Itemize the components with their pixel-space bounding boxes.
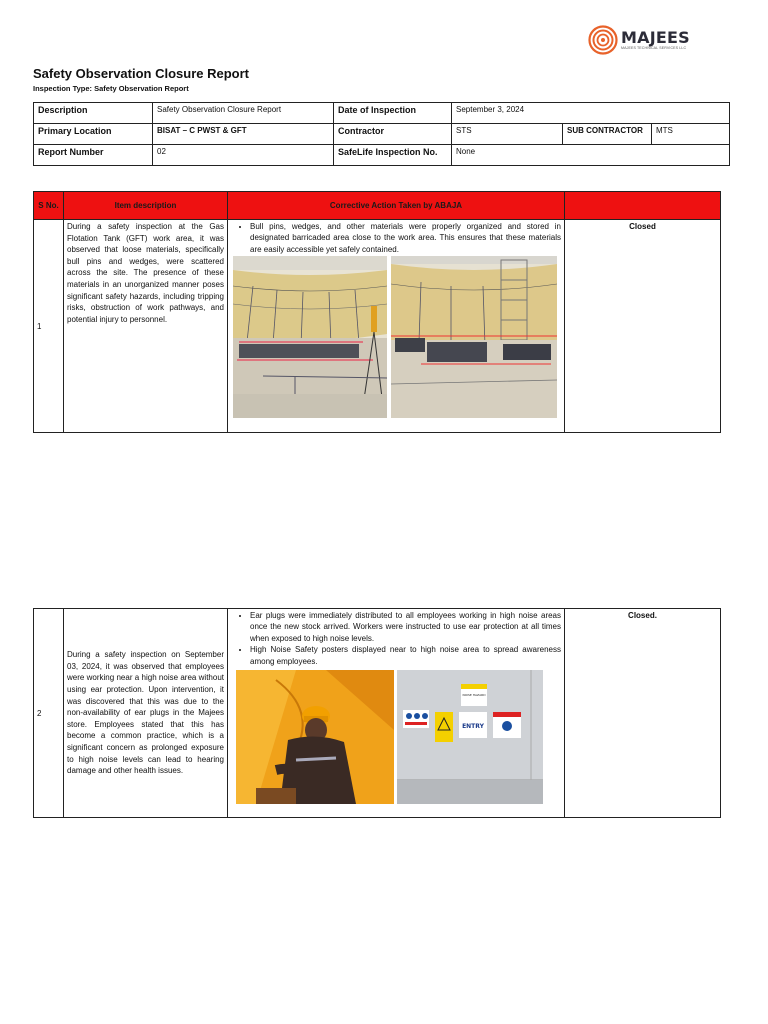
report-number-label: Report Number [34,145,153,166]
row-status: Closed [565,220,721,433]
action-list [232,610,561,667]
date-value: September 3, 2024 [452,103,730,124]
date-label: Date of Inspection [334,103,452,124]
contractor-value: STS [452,124,563,145]
safelife-value: None [452,145,730,166]
company-logo [588,24,698,56]
action-item: • Bull pins, wedges, and other materials were properly organized and stored in designated barricaded area close to the work area. This ensures that these materials are easily accessible yet safely contained. [250,221,561,255]
location-label: Primary Location [34,124,153,145]
description-label: Description [34,103,153,124]
report-title: Safety Observation Closure Report [33,66,249,81]
action-list [232,221,561,255]
noise-hazard-sign: NOISE HAZARD [462,693,486,697]
info-row [34,124,730,145]
header-status [565,192,721,220]
description-value: Safety Observation Closure Report [153,103,334,124]
photo-gft-material-storage-1 [233,256,387,418]
majees-logo-icon [588,25,618,55]
row-description: During a safety inspection at the Gas Flotation Tank (GFT) work area, it was observed that loose materials, specifically bull pins and wedges, were scattered across the site. The presence of these materials in an unorganized manner poses significant safety hazards, including tripping risks, obstruction of work pathways, and potential injury to personnel. [64,220,228,433]
header-corrective-action: Corrective Action Taken by ABAJA [228,192,565,220]
entry-sign: ENTRY [462,723,484,730]
row-description: During a safety inspection on September 03, 2024, it was observed that employees were working near a high noise area without using ear protection. Upon intervention, it was discovered that this was due to the non-availability of ear plugs in the Majees store. Employees stated that this has become a common practice, which is a significant concern as prolonged exposure to high noise levels can lead to hearing damage and other health issues. [64,609,228,818]
report-subtitle: Inspection Type: Safety Observation Report [33,84,189,93]
photo-gft-material-storage-2 [391,256,557,418]
report-number-value: 02 [153,145,334,166]
row-sno: 2 [34,609,64,818]
photo-high-noise-posters [397,670,543,804]
header-item-description: Item description [64,192,228,220]
logo-name: MAJEES [621,27,690,47]
header-sno: S No. [34,192,64,220]
inspection-info-table [33,102,730,166]
location-value: BISAT – C PWST & GFT [153,124,334,145]
logo-subtitle: MAJEES TECHNICAL SERVICES LLC [621,45,687,50]
info-row [34,103,730,124]
action-item: • High Noise Safety posters displayed near to high noise area to spread awareness among employees. [250,644,561,667]
action-item: • Ear plugs were immediately distributed to all employees working in high noise areas once the new stock arrived. Workers were instructed to use ear protection at all times when exposed to high noise levels. [250,610,561,644]
row-sno: 1 [34,220,64,433]
safelife-label: SafeLife Inspection No. [334,145,452,166]
photo-worker-ear-protection [236,670,394,804]
subcontractor-value: MTS [652,124,730,145]
info-row [34,145,730,166]
row-status: Closed. [565,609,721,818]
table-header-row [34,192,721,220]
subcontractor-label: SUB CONTRACTOR [563,124,652,145]
contractor-label: Contractor [334,124,452,145]
